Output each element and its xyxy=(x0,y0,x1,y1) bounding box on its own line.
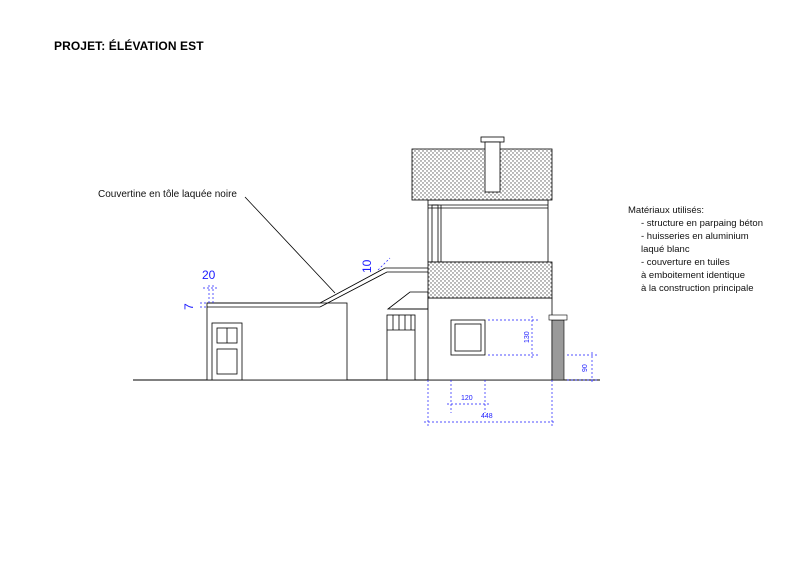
materials-heading: Matériaux utilisés: xyxy=(628,205,705,216)
dim-10-label: 10 xyxy=(360,259,374,273)
annotation-label: Couvertine en tôle laquée noire xyxy=(98,189,237,200)
materials-line: à emboitement identique xyxy=(641,270,746,281)
materials-line: - couverture en tuiles xyxy=(641,257,730,268)
materials-line: - structure en parpaing béton xyxy=(641,218,763,229)
main-window xyxy=(451,320,485,355)
materials-line: laqué blanc xyxy=(641,244,690,255)
annotation-leader xyxy=(245,197,335,293)
annex-door xyxy=(212,323,242,380)
porch-and-gate xyxy=(387,292,428,380)
dim-7-label: 7 xyxy=(182,303,196,310)
grey-pillar xyxy=(549,315,567,380)
dim-448-label: 448 xyxy=(481,413,493,420)
lower-roof xyxy=(428,262,552,298)
dim-90-label: 90 xyxy=(582,364,589,372)
dim-20-label: 20 xyxy=(202,268,216,282)
dim-120-label: 120 xyxy=(461,395,473,402)
upper-roof xyxy=(412,149,552,200)
dim-130-label: 130 xyxy=(524,331,531,343)
materials-line: - huisseries en aluminium xyxy=(641,231,749,242)
page-title: PROJET: ÉLÉVATION EST xyxy=(54,39,204,53)
materials-legend xyxy=(628,204,763,295)
materials-line: à la construction principale xyxy=(641,283,754,294)
